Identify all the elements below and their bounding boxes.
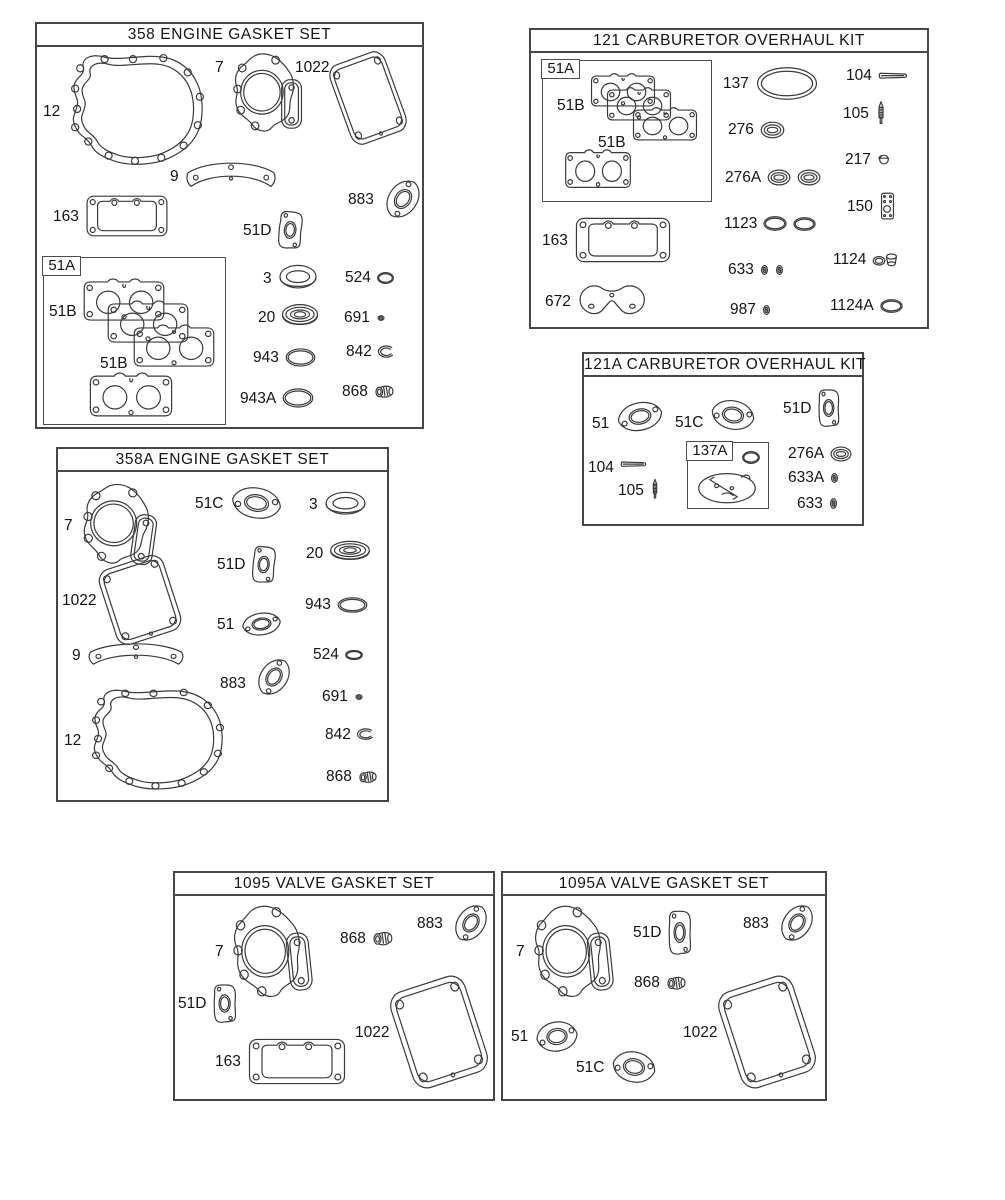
crescent-gasket-icon — [185, 160, 277, 192]
section-carburetor-overhaul-kit-121a — [582, 352, 867, 526]
part-label: 943 — [253, 349, 279, 366]
part-9 — [170, 160, 277, 192]
section-title: 1095 VALVE GASKET SET — [175, 873, 493, 896]
part-868 — [326, 767, 379, 786]
plug-icon — [358, 769, 379, 785]
part-883 — [417, 907, 493, 939]
part-842 — [325, 725, 377, 744]
manifold-gasket-icon — [126, 324, 222, 370]
part-524 — [345, 268, 394, 287]
grommet-icon — [760, 264, 769, 276]
crescent-gasket-icon — [87, 641, 185, 669]
o-ring-icon — [793, 217, 816, 231]
part-label: 137 — [723, 75, 749, 92]
part-163 — [215, 1037, 347, 1086]
part-label: 163 — [215, 1053, 241, 1070]
part-label: 276 — [728, 121, 754, 138]
breather-gasket-icon — [247, 1037, 347, 1086]
part-label: 104 — [588, 459, 614, 476]
section-title: 121A CARBURETOR OVERHAUL KIT — [584, 354, 862, 377]
valve-cover-gasket-icon — [709, 966, 827, 1098]
valve-cover-gasket-icon — [381, 966, 499, 1098]
seal-washer-icon — [760, 121, 785, 139]
retaining-ring-icon — [357, 728, 377, 741]
washer-icon — [354, 693, 364, 701]
manifold-gasket-icon — [559, 149, 637, 191]
part-9 — [72, 641, 185, 669]
part-label: 51B — [49, 303, 77, 320]
valve-cover-gasket-icon — [91, 547, 190, 652]
part-label: 51C — [195, 494, 224, 512]
part-label: 51C — [675, 414, 704, 431]
float-pin-icon — [878, 71, 909, 80]
port-gasket-icon — [212, 983, 238, 1024]
part-51 — [217, 611, 283, 637]
carburetor-gasket-icon — [706, 393, 760, 436]
exhaust-gasket-icon — [445, 896, 496, 950]
o-ring-icon — [345, 650, 363, 660]
part-label: 20 — [258, 309, 276, 326]
part-label: 163 — [53, 207, 79, 225]
part-label: 7 — [516, 943, 525, 960]
part-label: 691 — [344, 309, 370, 326]
part-label: 883 — [220, 675, 246, 692]
part-633 — [728, 260, 784, 279]
diaphragm-icon — [696, 470, 758, 504]
needle-valve-icon — [875, 100, 887, 126]
section-valve-gasket-set-1095a — [501, 871, 827, 1101]
part-51c — [576, 1049, 658, 1085]
part-label: 1022 — [683, 1023, 718, 1041]
manifold-gasket-icon — [627, 107, 703, 143]
part-label: 943 — [305, 596, 331, 613]
section-title: 1095A VALVE GASKET SET — [503, 873, 825, 896]
part-label: 51D — [783, 400, 812, 417]
cup-pair-icon — [872, 251, 901, 268]
grommet-icon — [830, 472, 839, 484]
part-150 — [847, 192, 896, 221]
group-51a — [542, 60, 712, 202]
part-label: 150 — [847, 198, 873, 215]
section-valve-gasket-set-1095 — [173, 871, 495, 1101]
part-868 — [342, 382, 396, 401]
seal-washer-icon — [830, 446, 852, 462]
part-label: 987 — [730, 301, 756, 318]
part-label: 868 — [634, 974, 660, 991]
part-label: 1124 — [833, 251, 867, 268]
part-label: 1022 — [295, 59, 330, 76]
part-label: 1123 — [724, 215, 758, 232]
part-1022 — [295, 52, 401, 144]
carburetor-gasket-icon — [607, 1044, 661, 1089]
part-1123 — [724, 214, 816, 233]
part-217 — [845, 150, 890, 169]
part-label: 7 — [215, 943, 224, 960]
seal-washer-icon — [767, 169, 791, 186]
grommet-icon — [775, 264, 784, 276]
part-524 — [313, 645, 363, 664]
o-ring-icon — [755, 66, 819, 101]
valve-cover-gasket-icon — [322, 43, 415, 152]
part-label: 883 — [348, 190, 374, 208]
part-label: 51B — [100, 355, 128, 372]
part-51d — [178, 983, 238, 1024]
o-ring-icon — [763, 216, 787, 231]
o-ring-icon — [880, 299, 903, 313]
section-engine-gasket-set-358a — [56, 447, 389, 802]
part-105 — [843, 100, 887, 126]
part-label: 672 — [545, 292, 571, 310]
part-672 — [545, 280, 659, 322]
grommet-icon — [762, 304, 771, 316]
seal-washer-icon — [797, 169, 821, 186]
part-label: 51D — [178, 995, 207, 1012]
part-label: 883 — [743, 914, 769, 932]
part-883 — [743, 907, 819, 939]
part-163 — [542, 216, 672, 264]
part-51 — [592, 400, 665, 433]
part-51d — [783, 388, 841, 428]
part-label: 217 — [845, 151, 871, 168]
breather-gasket-icon — [574, 216, 672, 264]
part-label: 868 — [342, 383, 368, 400]
gasket-plate-icon — [879, 192, 896, 221]
part-label: 868 — [326, 768, 352, 785]
port-gasket-icon — [275, 209, 306, 252]
part-12 — [64, 685, 228, 796]
part-label: 51B — [598, 134, 626, 151]
o-ring-icon — [285, 348, 316, 367]
part-label: 1022 — [62, 591, 97, 609]
oil-seal-icon — [329, 539, 371, 567]
part-label: 51D — [217, 556, 246, 573]
part-label: 276A — [725, 169, 762, 186]
part-label: 7 — [215, 59, 224, 76]
part-1022 — [62, 557, 178, 643]
part-868 — [340, 929, 395, 948]
washer-icon — [376, 314, 386, 322]
part-label: 1124A — [830, 297, 874, 314]
part-label: 842 — [346, 343, 372, 360]
part-label: 3 — [263, 269, 272, 287]
part-label: 104 — [846, 67, 872, 84]
part-label: 524 — [313, 646, 339, 663]
oil-seal-icon — [281, 302, 319, 333]
intake-gasket-icon — [532, 1016, 582, 1057]
air-cleaner-gasket-icon — [577, 280, 659, 322]
part-104 — [846, 66, 909, 85]
clip-icon — [877, 153, 890, 166]
part-label: 524 — [345, 269, 371, 286]
part-943 — [305, 595, 368, 614]
part-label: 51C — [576, 1058, 605, 1076]
part-1022 — [683, 977, 811, 1087]
part-987 — [730, 300, 771, 319]
part-104 — [588, 458, 648, 477]
part-7 — [215, 50, 306, 136]
plug-icon — [372, 929, 395, 948]
part-276 — [728, 120, 785, 139]
breather-gasket-icon — [85, 194, 169, 238]
part-20 — [306, 539, 371, 567]
part-label: 883 — [417, 914, 443, 932]
group-137a — [687, 442, 769, 509]
part-label: 633A — [788, 469, 825, 486]
intake-gasket-icon — [239, 608, 285, 640]
section-carburetor-overhaul-kit-121 — [529, 28, 929, 329]
part-51c — [195, 485, 284, 521]
part-7 — [516, 901, 615, 1002]
part-label: 163 — [542, 231, 568, 249]
group-label: 137A — [686, 441, 733, 461]
part-label: 12 — [43, 102, 61, 120]
part-label: 51 — [217, 615, 235, 633]
intake-gasket-icon — [612, 395, 668, 438]
part-3 — [309, 491, 367, 518]
part-691 — [344, 308, 386, 327]
group-label: 51A — [42, 256, 81, 276]
part-51 — [511, 1019, 580, 1054]
part-868 — [634, 973, 688, 992]
part-20 — [258, 302, 319, 333]
part-label: 691 — [322, 688, 348, 705]
part-label: 633 — [797, 495, 823, 512]
part-883 — [220, 661, 296, 693]
section-title: 358A ENGINE GASKET SET — [58, 449, 387, 472]
crankcase-gasket-icon — [66, 50, 208, 172]
o-ring-icon — [742, 451, 760, 464]
group-label: 51A — [541, 59, 580, 79]
part-label: 633 — [728, 261, 754, 278]
section-title: 358 ENGINE GASKET SET — [37, 24, 422, 47]
cylinder-head-gasket-icon — [526, 897, 620, 1006]
o-ring-icon — [282, 388, 314, 408]
section-engine-gasket-set-358 — [35, 22, 424, 429]
part-1022 — [355, 977, 483, 1087]
part-137 — [723, 66, 819, 101]
part-276a — [788, 444, 852, 463]
float-pin-icon — [620, 460, 648, 468]
part-label: 943A — [240, 389, 277, 407]
part-105 — [618, 478, 660, 500]
part-label: 12 — [64, 732, 82, 749]
part-51d — [217, 545, 277, 584]
part-label: 51 — [511, 1028, 529, 1045]
part-label: 3 — [309, 496, 318, 513]
grommet-icon — [829, 497, 838, 510]
part-label: 105 — [843, 104, 869, 122]
part-12 — [43, 50, 208, 172]
port-gasket-icon — [249, 544, 279, 586]
part-label: 842 — [325, 726, 351, 743]
exhaust-gasket-icon — [771, 896, 822, 950]
part-842 — [346, 342, 397, 361]
retaining-ring-icon — [378, 345, 397, 359]
crankcase-gasket-icon — [87, 685, 228, 796]
part-1124a — [830, 296, 903, 315]
carburetor-gasket-icon — [227, 480, 287, 525]
part-label: 51 — [592, 415, 610, 432]
part-label: 1022 — [355, 1023, 390, 1041]
o-ring-icon — [324, 491, 367, 518]
part-633 — [797, 494, 838, 513]
part-3 — [263, 264, 318, 292]
part-label: 51B — [557, 97, 585, 114]
exhaust-gasket-icon — [376, 170, 430, 227]
part-label: 7 — [64, 516, 73, 534]
part-label: 105 — [618, 482, 644, 499]
part-51c — [675, 398, 757, 432]
part-163 — [53, 194, 169, 238]
section-title: 121 CARBURETOR OVERHAUL KIT — [531, 30, 927, 53]
manifold-gasket-icon — [82, 372, 180, 420]
part-51d — [243, 210, 304, 250]
part-label: 51D — [243, 221, 272, 239]
cylinder-head-gasket-icon — [225, 897, 319, 1006]
part-276a — [725, 168, 821, 187]
part-633a — [788, 468, 839, 487]
needle-valve-icon — [650, 478, 660, 500]
o-ring-icon — [337, 597, 368, 613]
part-691 — [322, 687, 364, 706]
part-943 — [253, 348, 316, 367]
exhaust-gasket-icon — [248, 650, 299, 704]
plug-icon — [374, 383, 396, 400]
part-label: 868 — [340, 930, 366, 947]
part-51d — [633, 909, 693, 956]
part-label: 20 — [306, 544, 324, 562]
port-gasket-icon — [817, 388, 841, 428]
o-ring-icon — [278, 264, 318, 292]
part-label: 51D — [633, 924, 662, 941]
part-label: 9 — [72, 646, 81, 664]
part-943a — [240, 388, 314, 408]
part-label: 276A — [788, 445, 825, 462]
o-ring-icon — [377, 272, 394, 284]
part-label: 9 — [170, 167, 179, 185]
port-gasket-icon — [667, 909, 693, 956]
group-51a — [43, 257, 226, 425]
part-883 — [348, 182, 426, 216]
part-1124 — [833, 250, 901, 269]
